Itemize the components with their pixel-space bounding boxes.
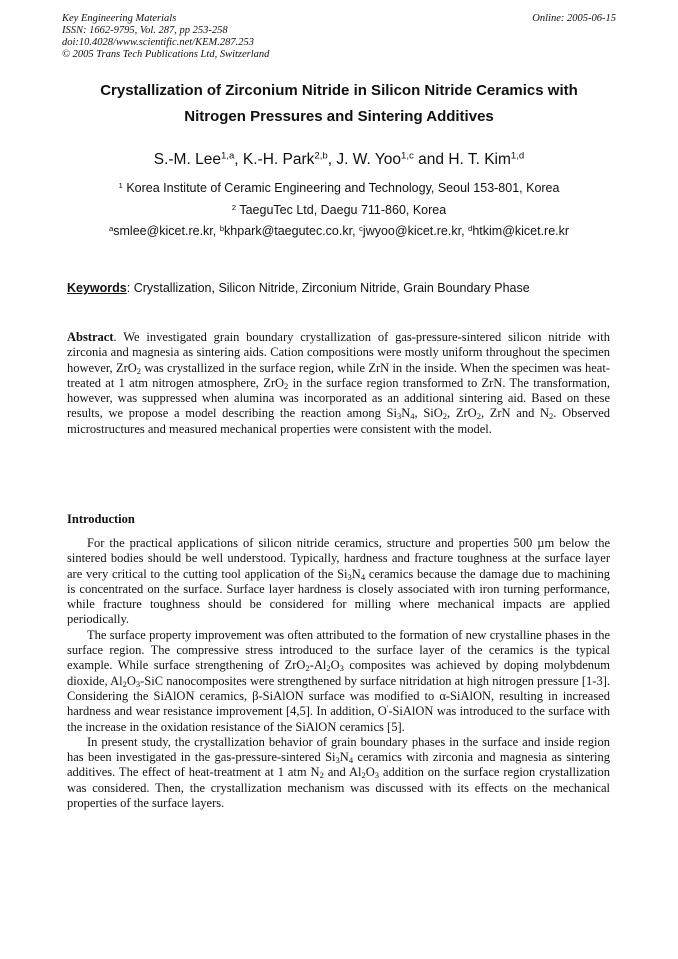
email-link[interactable]: khpark@taegutec.co.kr — [224, 224, 353, 238]
title-line-1: Crystallization of Zirconium Nitride in Silicon Nitride Ceramics with — [100, 82, 578, 99]
intro-paragraph-2: The surface property improvement was often attributed to the formation of new crystalline phases in the surface region. The compressive stress introduced to the surface layer of the ceramics is the typical example. While surface strengthening of $ZrO_2-Al_2O_3$ composites was achieved by doping molybdenum dioxide, $Al_2O_3$-SiC nanocomposites were strengthened by surface nitridation at high nitrogen pressure [1-3]. Considering the SiAlON ceramics, β-SiAlON surface was modified to α-SiAlON, resulting in increased hardness and wear resistance improvement [4,5]. In addition, O'-SiAlON was introduced to the surface with the increase in the oxidation resistance of the SiAlON ceramics [5]. — [67, 627, 611, 734]
email-link[interactable]: jwyoo@kicet.re.kr — [362, 224, 462, 238]
author-sup: 1,d — [510, 150, 525, 162]
intro-paragraph-3: In present study, the crystallization behavior of grain boundary phases in the surface and inside region has been investigated in the gas-pressure-sintered $Si_3N_4$ ceramics with zirconia and magnesia as sintering additives. The effect of heat-treatment at 1 atm $N_2$ and $Al_2O_3$ addition on the surface region crystallization was considered. Then, the crystallization mechanism was discussed with its effects on the mechanical properties of the surface layers. — [67, 734, 611, 811]
affiliation-1: $^1$ Korea Institute of Ceramic Engineering and Technology, Seoul 153-801, Korea — [118, 180, 560, 195]
author-sup: 1,c — [401, 150, 414, 162]
online-date: Online: 2005-06-15 — [532, 13, 616, 24]
intro-paragraph-1: For the practical applications of silicon nitride ceramics, structure and properties 500 µm below the sintered bodies should be well understood. Typically, hardness and fracture toughness at the surface layer are very critical to the cutting tool application of the $Si_3N_4$ ceramics because the damage due to machining is concentrated on the surface. Surface layer hardness is closely associated with iron turning performance, while fracture toughness should be considered for milling where mechanical impacts are applied periodically. — [67, 536, 610, 627]
introduction-body — [67, 536, 610, 811]
section-heading-introduction: Introduction — [67, 512, 135, 526]
journal-header — [62, 13, 616, 61]
copyright: © 2005 Trans Tech Publications Ltd, Switzerland — [62, 49, 270, 60]
title-line-2: Nitrogen Pressures and Sintering Additives — [184, 108, 494, 125]
author-name: K.-H. Park — [242, 151, 315, 168]
email-list: $^a$smlee@kicet.re.kr, $^b$khpark@taegutec.co.kr, $^c$jwyoo@kicet.re.kr, $^d$htkim@kicet.re.kr — [108, 223, 570, 238]
keywords — [67, 280, 627, 296]
abstract-label: Abstract — [67, 330, 114, 344]
doi: doi:10.4028/www.scientific.net/KEM.287.253 — [62, 37, 254, 48]
keywords-label: Keywords — [67, 281, 127, 295]
author-list: S.-M. Lee$^{1,a}$, K.-H. Park$^{2,b}$, J. W. Yoo$^{1,c}$ and H. T. Kim$^{1,d}$ — [153, 150, 525, 168]
keywords-text: : Crystallization, Silicon Nitride, Zirconium Nitride, Grain Boundary Phase — [126, 281, 530, 295]
abstract — [67, 330, 610, 437]
journal-name: Key Engineering Materials — [62, 13, 177, 24]
author-name: S.-M. Lee — [153, 151, 221, 168]
abstract-text: Abstract. We investigated grain boundary crystallization of gas-pressure-sintered silicon nitride with zirconia and magnesia as sintering aids. Cation compositions were mostly uniform throughout the specimen however, ZrO$_2$ was crystallized in the surface region, while ZrN in the inside. When the specimen was heat-treated at 1 atm nitrogen atmosphere, ZrO$_2$ in the surface region transformed to ZrN. The transformation, however, was suppressed when alumina was incorporated as an additional sintering aid. Based on these results, we propose a model describing the reaction among $Si_3N_4$, SiO$_2$, ZrO$_2$, ZrN and $N_2$. Observed microstructures and measured mechanical properties were consistent with the model. — [67, 330, 611, 436]
issn: ISSN: 1662-9795, Vol. 287, pp 253-258 — [62, 25, 228, 36]
email-link[interactable]: htkim@kicet.re.kr — [472, 224, 570, 238]
author-name: H. T. Kim — [448, 151, 511, 168]
affiliation-2: $^2$ TaeguTec Ltd, Daegu 711-860, Korea — [231, 202, 447, 217]
email-link[interactable]: smlee@kicet.re.kr — [113, 224, 213, 238]
paper-title — [60, 78, 618, 130]
author-sup: 2,b — [314, 150, 328, 162]
author-sup: 1,a — [220, 150, 235, 162]
author-name: J. W. Yoo — [336, 151, 402, 168]
